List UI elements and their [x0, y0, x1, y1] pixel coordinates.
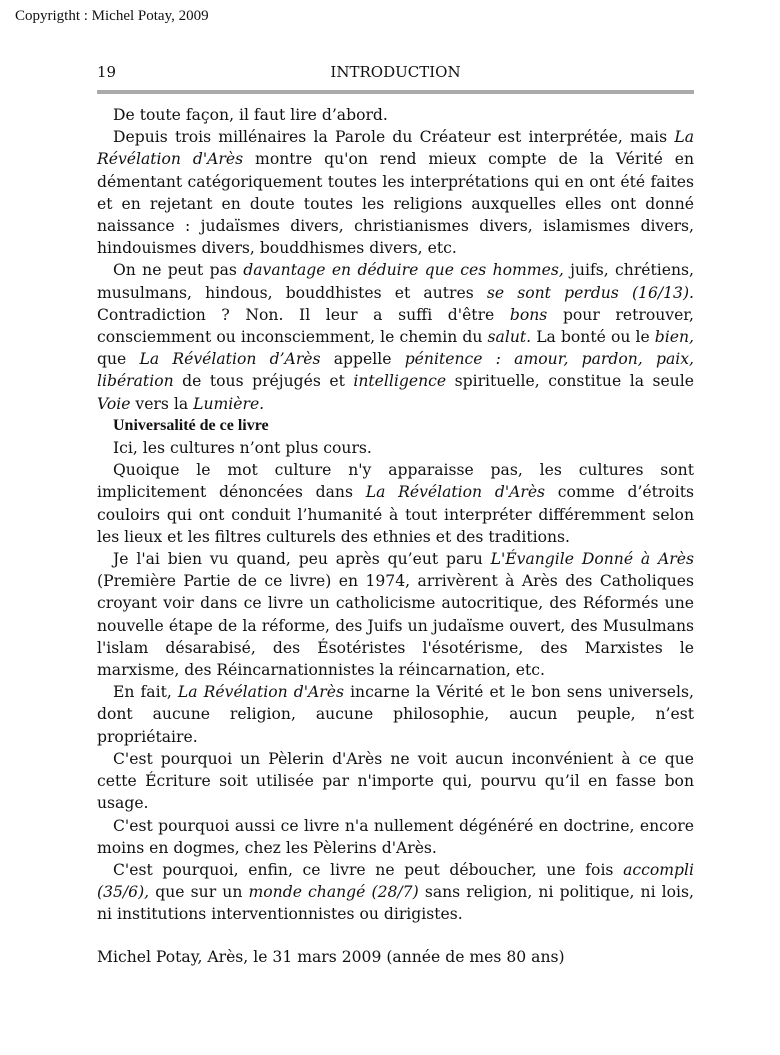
paragraph	[97, 548, 694, 681]
text-run: En fait,	[113, 683, 178, 702]
text-run: montre qu'on rend mieux compte de la Vérité en démentant catégoriquement toutes les interprétations qui en ont été faites et en rejetant en doute toutes les religions auxquelles elles ont donné naissance : judaïsmes divers, christianismes divers, islamismes divers, hindouismes divers, bouddhismes divers, etc.	[97, 150, 695, 258]
text-run: C'est pourquoi un Pèlerin d'Arès ne voit aucun inconvénient à ce que cette Écriture soit utilisée par n'importe qui, pourvu qu’il en fasse bon usage.	[97, 749, 694, 813]
italic-run: La Révélation d'Arès	[365, 483, 546, 502]
intro-paragraphs	[97, 104, 694, 415]
text-run: comme d’étroits couloirs qui ont conduit l’humanité à tout interpréter différemment selon les lieux et les filtres culturels des ethnies et des traditions.	[97, 483, 695, 546]
text-run: sans religion, ni politique, ni lois, ni institutions interventionnistes ou dirigistes.	[97, 883, 695, 924]
paragraph	[97, 859, 694, 926]
italic-run: intelligence	[353, 372, 447, 391]
text-run: Quoique le mot culture n'y apparaisse pas, les cultures sont implicitement dénoncées dans	[97, 461, 694, 502]
paragraph	[97, 681, 694, 748]
italic-run: L'Évangile Donné à Arès	[490, 550, 694, 569]
italic-run: La Révélation d'Arès	[177, 683, 344, 702]
paragraph	[97, 748, 694, 815]
italic-run: Lumière.	[193, 394, 265, 413]
text-run: De toute façon, il faut lire d’abord.	[113, 106, 388, 124]
text-run: que sur un	[149, 883, 249, 902]
italic-run: davantage en déduire que ces hommes,	[243, 261, 564, 280]
paragraph	[97, 437, 694, 459]
text-run: Ici, les cultures n’ont plus cours.	[113, 439, 372, 458]
text-run: de tous préjugés et	[173, 372, 354, 391]
text-run: Depuis trois millénaires la Parole du Créateur est interprétée, mais	[113, 128, 675, 147]
text-run: que	[97, 350, 140, 369]
italic-run: monde changé (28/7)	[248, 883, 419, 902]
header-rule	[97, 90, 694, 94]
section-title: INTRODUCTION	[330, 63, 461, 81]
text-run: incarne la Vérité et le bon sens universels, dont aucune religion, aucune philosophie, aucun peuple, n’est propriétaire.	[97, 683, 694, 746]
italic-run: La Révélation d’Arès	[139, 350, 321, 369]
italic-run: bons	[509, 305, 548, 324]
italic-run: salut.	[487, 328, 532, 347]
paragraph	[97, 815, 694, 859]
copyright-notice: Copyrigtht : Michel Potay, 2009	[15, 8, 209, 24]
italic-run: bien,	[654, 328, 694, 347]
page-number: 19	[97, 63, 117, 81]
text-run: (Première Partie de ce livre) en 1974, arrivèrent à Arès des Catholiques croyant voir dans ce livre un catholicisme autocritique, des Réformés une nouvelle étape de la réforme, des Juifs un judaïsme ouvert, des Musulmans l'islam désarabisé, des Ésotéristes l'ésotérisme, des Marxistes le marxisme, des Réincarnationnistes la réincarnation, etc.	[97, 572, 694, 680]
italic-run: La Révélation d'Arès	[97, 128, 694, 169]
text-run: pour retrouver, consciemment ou inconsciemment, le chemin du	[97, 305, 695, 347]
text-run: juifs, chrétiens, musulmans, hindous, bouddhistes et autres	[97, 261, 695, 302]
paragraph	[97, 104, 694, 126]
italic-run: Voie	[97, 394, 131, 413]
text-run: vers la	[130, 394, 194, 413]
paragraph	[97, 259, 694, 414]
italic-run: se sont perdus (16/13).	[486, 283, 695, 302]
universality-paragraphs	[97, 437, 694, 925]
paragraph	[97, 459, 694, 548]
text-run: spirituelle, constitue la seule	[446, 372, 694, 391]
page-body	[97, 104, 694, 968]
italic-run: accompli (35/6),	[97, 860, 694, 902]
paragraph	[97, 126, 694, 259]
text-run: appelle	[320, 350, 405, 369]
italic-run: pénitence : amour, pardon, paix, libération	[97, 350, 695, 391]
text-run: C'est pourquoi aussi ce livre n'a nullement dégénéré en doctrine, encore moins en dogmes, chez les Pèlerins d'Arès.	[97, 816, 694, 857]
text-run: La bonté ou le	[531, 328, 655, 347]
section-heading: Universalité de ce livre	[113, 416, 269, 434]
text-run: C'est pourquoi, enfin, ce livre ne peut déboucher, une fois	[113, 860, 624, 879]
text-run: Je l'ai bien vu quand, peu après qu’eut paru	[113, 550, 491, 569]
signature: Michel Potay, Arès, le 31 mars 2009 (année de mes 80 ans)	[97, 947, 565, 966]
running-header	[97, 63, 694, 85]
text-run: Contradiction ? Non. Il leur a suffi d'être	[97, 305, 510, 324]
text-run: On ne peut pas	[113, 261, 244, 280]
